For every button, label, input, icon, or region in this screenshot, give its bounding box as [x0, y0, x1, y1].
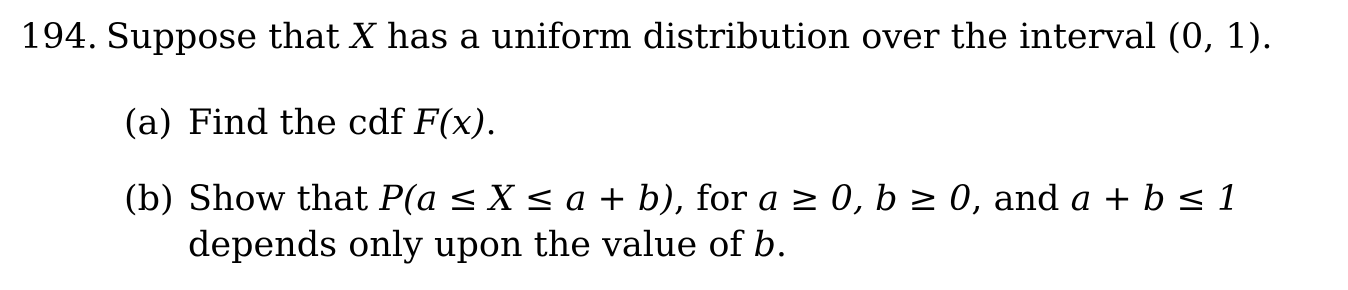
part-b-line2-text-post: .: [775, 225, 788, 265]
part-a-label: (a): [124, 103, 173, 143]
stem-text-post: has a uniform distribution over the interval (0, 1).: [375, 17, 1273, 57]
part-b-line2-text-pre: depends only upon the value of: [188, 225, 754, 265]
part-b-line-2: [124, 222, 1324, 268]
part-b-line2-math: b: [753, 225, 776, 265]
part-a-text-pre: Find the cdf: [188, 103, 415, 143]
part-b-text-mid: , for: [674, 179, 759, 219]
problem-number: 194.: [20, 17, 98, 57]
stem-variable: X: [350, 17, 376, 57]
part-a-math: F(x): [414, 103, 486, 143]
part-b-math-conditions: a ≥ 0, b ≥ 0: [758, 179, 972, 219]
part-b-math-sum-bound: a + b ≤ 1: [1070, 179, 1240, 219]
stem-text-pre: Suppose that: [106, 17, 351, 57]
part-b-label: (b): [124, 179, 174, 219]
problem-194: [20, 14, 1330, 265]
part-b-line-1: [124, 176, 1324, 222]
part-b-text-mid2: , and: [971, 179, 1071, 219]
problem-stem: [20, 14, 1330, 60]
part-b: [124, 176, 1324, 268]
part-b-math-probability: P(a ≤ X ≤ a + b): [379, 179, 674, 219]
part-a: [124, 100, 1324, 146]
part-a-text-post: .: [485, 103, 497, 143]
part-b-text-pre: Show that: [188, 179, 380, 219]
